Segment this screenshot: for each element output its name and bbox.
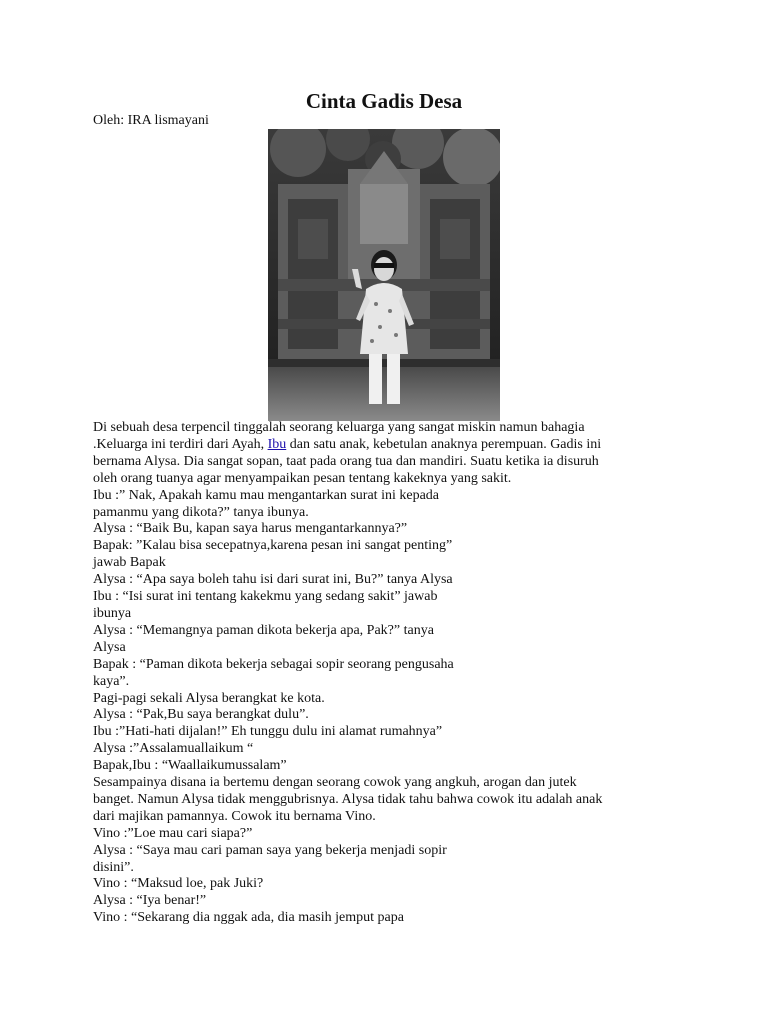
story-line: Vino : “Maksud loe, pak Juki? (93, 876, 264, 892)
story-line: Alysa : “Baik Bu, kapan saya harus mengantarkannya?” (93, 521, 408, 537)
story-line: Alysa : “Iya benar!” (93, 893, 207, 909)
story-line: pamanmu yang dikota?” tanya ibunya. (93, 504, 309, 520)
story-line: banget. Namun Alysa tidak menggubrisnya. Alysa tidak tahu bahwa cowok itu adalah anak (93, 791, 603, 807)
story-line: Ibu :” Nak, Apakah kamu mau mengantarkan surat ini kepada (93, 487, 439, 503)
story-line: bernama Alysa. Dia sangat sopan, taat pada orang tua dan mandiri. Suatu ketika ia disuruh (93, 453, 599, 469)
story-line: disini”. (93, 859, 134, 875)
ibu-link[interactable]: Ibu (267, 436, 287, 452)
story-line: Pagi-pagi sekali Alysa berangkat ke kota. (93, 690, 325, 706)
story-line: Alysa :”Assalamuallaikum “ (93, 741, 254, 757)
story-line: kaya”. (93, 673, 130, 689)
document-title: Cinta Gadis Desa (305, 89, 463, 113)
story-line: Di sebuah desa terpencil tinggalah seorang keluarga yang sangat miskin namun bahagia (93, 420, 585, 435)
story-photo (268, 129, 500, 421)
story-line: Bapak: ”Kalau bisa secepatnya,karena pesan ini sangat penting” (93, 538, 453, 554)
story-line: jawab Bapak (93, 555, 166, 571)
story-line: Alysa : “Apa saya boleh tahu isi dari surat ini, Bu?” tanya Alysa (93, 572, 453, 588)
story-line: Bapak,Ibu : “Waallaikumussalam” (93, 758, 287, 774)
story-line: ibunya (93, 605, 132, 621)
story-line: Alysa : “Memangnya paman dikota bekerja apa, Pak?” tanya (93, 622, 434, 638)
story-line: Ibu :”Hati-hati dijalan!” Eh tunggu dulu ini alamat rumahnya” (93, 724, 443, 740)
story-text: dan satu anak, kebetulan anaknya perempuan. Gadis ini (286, 436, 602, 452)
story-line: Alysa (93, 639, 126, 655)
story-text: .Keluarga ini terdiri dari Ayah, (93, 436, 268, 452)
story-line: dari majikan pamannya. Cowok itu bernama Vino. (93, 808, 376, 824)
story-line: Alysa : “Pak,Bu saya berangkat dulu”. (93, 707, 309, 723)
story-line: Vino :”Loe mau cari siapa?” (93, 825, 253, 841)
story-line: oleh orang tuanya agar menyampaikan pesan tentang kakeknya yang sakit. (93, 470, 512, 486)
story-body (93, 420, 673, 927)
story-line: Ibu : “Isi surat ini tentang kakekmu yang sedang sakit” jawab (93, 589, 438, 605)
author-byline: Oleh: IRA lismayani (93, 113, 209, 128)
story-line: Alysa : “Saya mau cari paman saya yang bekerja menjadi sopir (93, 842, 447, 858)
story-line: Vino : “Sekarang dia nggak ada, dia masih jemput papa (93, 910, 404, 926)
story-line: Sesampainya disana ia bertemu dengan seorang cowok yang angkuh, arogan dan jutek (93, 775, 577, 791)
story-line (93, 437, 673, 454)
story-line: Bapak : “Paman dikota bekerja sebagai sopir seorang pengusaha (93, 656, 454, 672)
